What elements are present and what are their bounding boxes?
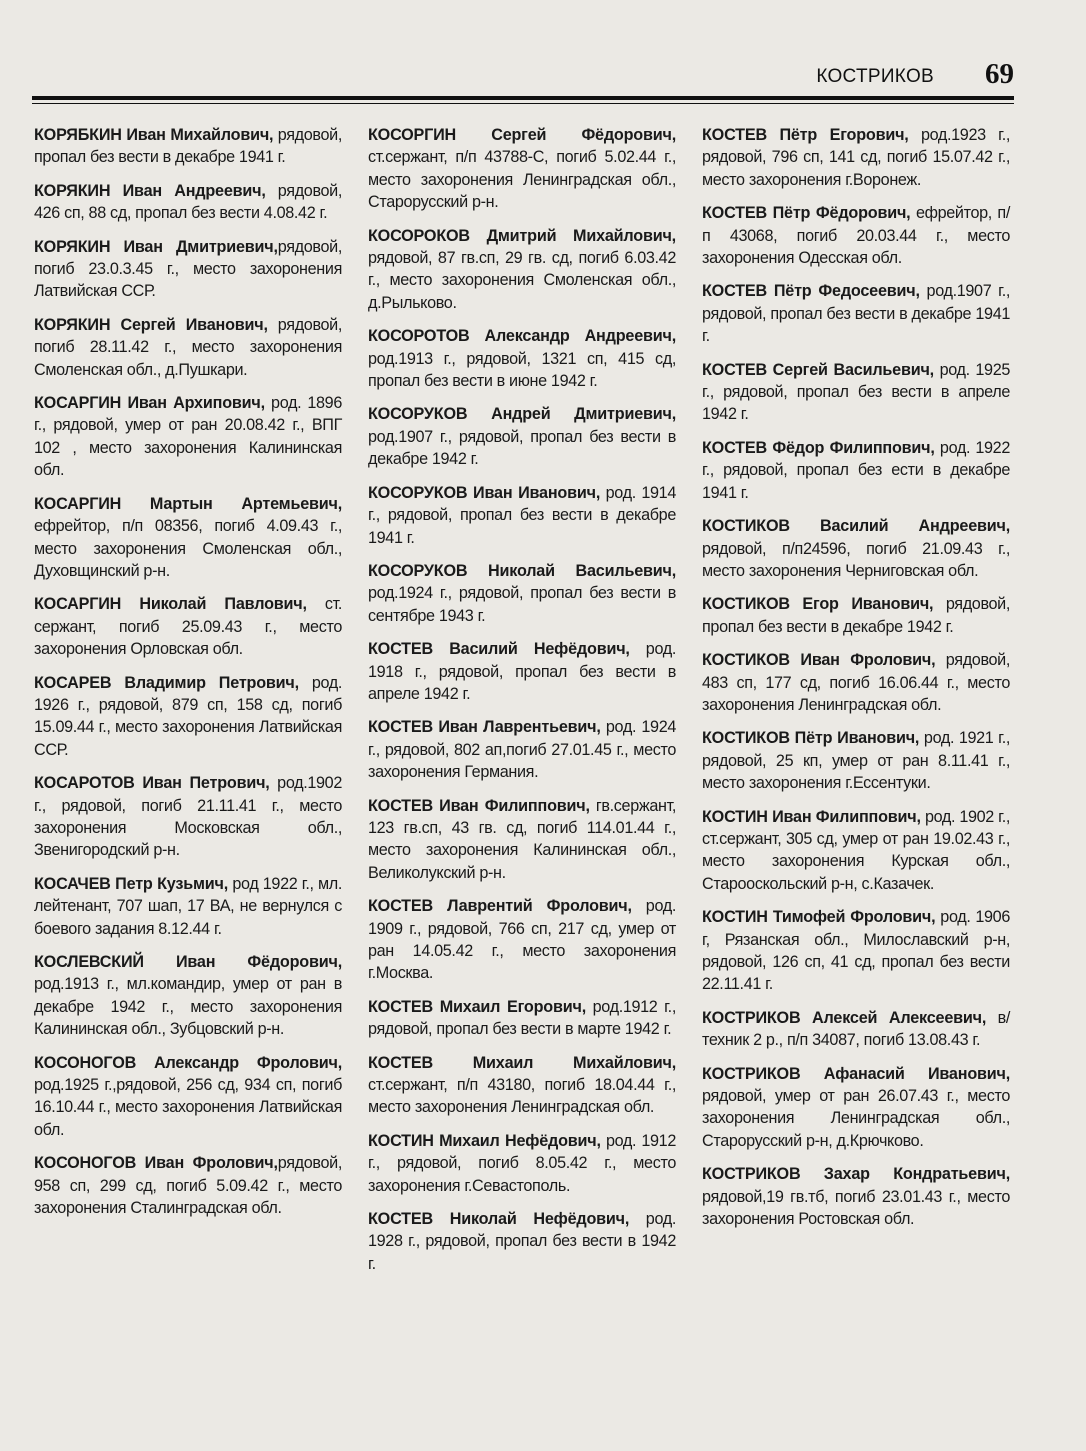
entry-name: КОСТЕВ Михаил Егорович,: [368, 997, 586, 1016]
running-head: КОСТРИКОВ: [816, 66, 934, 87]
entry-details: рядовой, погиб 23.0.3.45 г., место захоронения Латвийская ССР.: [34, 237, 342, 301]
entry-name: КОСОРУКОВ Иван Иванович,: [368, 483, 601, 502]
entry-details: род 1922 г., мл. лейтенант, 707 шап, 17 ВА, не вернулся с боевого задания 8.12.44 г.: [34, 874, 342, 938]
entry-details: род.1912 г., рядовой, пропал без вести в марте 1942 г.: [368, 997, 676, 1039]
memorial-entry: [368, 1052, 676, 1119]
entry-name: КОСТЕВ Николай Нефёдович,: [368, 1210, 630, 1229]
entry-details: род.1913 г., мл.командир, умер от ран в декабре 1942 г., место захоронения Калининская обл., Зубцовский р-н.: [34, 975, 342, 1039]
page-header: [34, 58, 1014, 90]
memorial-entry: [368, 325, 676, 392]
memorial-entry: [34, 772, 342, 862]
entry-name: КОСТЕВ Лаврентий Фролович,: [368, 897, 632, 916]
entry-details: ефрейтор, п/п 08356, погиб 4.09.43 г., место захоронения Смоленская обл., Духовщинский р-н.: [34, 517, 342, 580]
memorial-entry: [702, 515, 1010, 582]
entry-details: род.1907 г., рядовой, пропал без вести в декабре 1942 г.: [368, 427, 676, 469]
memorial-entry: [34, 124, 342, 169]
entry-details: рядовой, п/п24596, погиб 21.09.43 г., место захоронения Черниговская обл.: [702, 539, 1010, 580]
memorial-entry: [368, 716, 676, 783]
entry-name: КОСТИКОВ Василий Андреевич,: [702, 517, 1010, 536]
entry-name: КОСТИН Михаил Нефёдович,: [368, 1131, 601, 1150]
entry-details: род. 1918 г., рядовой, пропал без вести в апреле 1942 г.: [368, 640, 677, 703]
memorial-entry: [702, 124, 1010, 191]
entry-name: КОСТИН Иван Филиппович,: [702, 807, 921, 826]
entry-name: КОСОРУКОВ Андрей Дмитриевич,: [368, 405, 676, 424]
entry-name: КОСАРГИН Мартын Артемьевич,: [34, 494, 342, 513]
entry-name: КОСТИН Тимофей Фролович,: [702, 908, 936, 927]
memorial-entry: [368, 124, 676, 214]
entry-details: род. 1925 г., рядовой, пропал без вести в апреле 1942 г.: [702, 360, 1010, 424]
entry-details: род.1902 г., рядовой, погиб 21.11.41 г., место захоронения Московская обл., Звенигородский р-н.: [34, 774, 342, 860]
entry-name: КОСТЕВ Сергей Васильевич,: [702, 360, 934, 379]
entry-name: КОСЛЕВСКИЙ Иван Фёдорович,: [34, 953, 342, 971]
entry-name: КОСОРУКОВ Николай Васильевич,: [368, 561, 676, 580]
memorial-entry: [34, 493, 342, 583]
entry-details: род.1913 г., рядовой, 1321 сп, 415 сд, пропал без вести в июне 1942 г.: [368, 349, 676, 391]
column-2: [368, 124, 676, 1324]
memorial-entry: [34, 180, 342, 225]
entry-name: КОСТРИКОВ Алексей Алексеевич,: [702, 1008, 987, 1027]
memorial-entry: [702, 1163, 1010, 1230]
entry-name: КОСТИКОВ Иван Фролович,: [702, 651, 936, 670]
memorial-entry: [368, 560, 676, 627]
memorial-entry: [368, 225, 676, 315]
entry-details: род. 1921 г., рядовой, 25 кп, умер от ран 8.11.41 г., место захоронения г.Ессентуки.: [702, 729, 1010, 793]
memorial-entry: [34, 1052, 342, 1142]
memorial-entry: [702, 202, 1010, 269]
entry-name: КОСАРОТОВ Иван Петрович,: [34, 774, 270, 793]
entry-name: КОСТЕВ Михаил Михайлович,: [368, 1053, 676, 1072]
entry-details: род. 1902 г., ст.сержант, 305 сд, умер от ран 19.02.43 г., место захоронения Курская обл., Старооскольский р-н, с.Казачек.: [702, 807, 1010, 893]
entry-details: рядовой,19 гв.тб, погиб 23.01.43 г., место захоронения Ростовская обл.: [702, 1187, 1010, 1229]
header-rule-thick: [32, 96, 1014, 100]
entry-details: рядовой, 87 гв.сп, 29 гв. сд, погиб 6.03.42 г., место захоронения Смоленская обл., д.Рыльково.: [368, 249, 676, 312]
entry-details: рядовой, 426 сп, 88 сд, пропал без вести 4.08.42 г.: [34, 181, 343, 223]
memorial-entry: [702, 806, 1010, 896]
entry-name: КОРЯКИН Иван Андреевич,: [34, 181, 266, 200]
memorial-entry: [368, 895, 676, 985]
entry-name: КОСТЕВ Фёдор Филиппович,: [702, 438, 935, 457]
memorial-entry: [34, 314, 342, 381]
entry-name: КОСТЕВ Василий Нефёдович,: [368, 640, 630, 659]
memorial-entry: [702, 1007, 1010, 1052]
column-1: [34, 124, 342, 1324]
entry-name: КОРЯКИН Иван Дмитриевич,: [34, 237, 278, 256]
entry-details: род. 1912 г., рядовой, погиб 8.05.42 г., место захоронения г.Севастополь.: [368, 1131, 676, 1195]
entry-details: ефрейтор, п/п 43068, погиб 20.03.44 г., место захоронения Одесская обл.: [702, 204, 1010, 268]
entry-details: рядовой, пропал без вести в декабре 1942 г.: [702, 595, 1011, 636]
memorial-entry: [368, 996, 676, 1041]
entry-details: род.1925 г.,рядовой, 256 сд, 934 сп, погиб 16.10.44 г., место захоронения Латвийская обл.: [34, 1076, 342, 1139]
entry-details: род.1924 г., рядовой, пропал без вести в сентябре 1943 г.: [368, 584, 676, 625]
page-number: 69: [985, 58, 1014, 90]
entry-details: ст.сержант, п/п 43788-С, погиб 5.02.44 г., место захоронения Ленинградская обл., Старорусский р-н.: [368, 148, 676, 212]
entry-name: КОСТЕВ Пётр Егорович,: [702, 126, 909, 144]
entry-details: рядовой, умер от ран 26.07.43 г., место захоронения Ленинградская обл., Старорусский р-н, д.Крючково.: [702, 1087, 1010, 1150]
entry-name: КОСТЕВ Иван Филиппович,: [368, 796, 590, 815]
entry-name: КОСТРИКОВ Афанасий Иванович,: [702, 1064, 1010, 1083]
memorial-entry: [368, 1208, 676, 1275]
header-rule-thin: [32, 103, 1014, 104]
entry-name: КОСТЕВ Пётр Фёдорович,: [702, 204, 911, 223]
memorial-entry: [702, 593, 1010, 638]
memorial-entry: [368, 403, 676, 470]
memorial-entry: [702, 649, 1010, 716]
entry-details: рядовой, 483 сп, 177 сд, погиб 16.06.44 г., место захоронения Ленинградская обл.: [702, 651, 1011, 714]
entry-details: ст. сержант, погиб 25.09.43 г., место захоронения Орловская обл.: [34, 595, 342, 659]
entry-name: КОСТИКОВ Егор Иванович,: [702, 595, 934, 614]
entry-columns: [34, 124, 1010, 1324]
memorial-entry: [368, 1130, 676, 1197]
entry-details: род.1923 г., рядовой, 796 сп, 141 сд, погиб 15.07.42 г., место захоронения г.Воронеж.: [702, 126, 1010, 189]
entry-details: род. 1928 г., рядовой, пропал без вести в 1942 г.: [368, 1210, 676, 1273]
memorial-entry: [34, 593, 342, 660]
entry-details: род. 1922 г., рядовой, пропал без ести в декабре 1941 г.: [702, 438, 1010, 502]
entry-details: рядовой, погиб 28.11.42 г., место захоронения Смоленская обл., д.Пушкари.: [34, 315, 343, 379]
memorial-entry: [702, 280, 1010, 347]
entry-details: гв.сержант, 123 гв.сп, 43 гв. сд, погиб 114.01.44 г., место захоронения Калининская обл., Великолукский р-н.: [368, 796, 676, 882]
entry-details: род. 1924 г., рядовой, 802 ап,погиб 27.01.45 г., место захоронения Германия.: [368, 718, 676, 782]
entry-name: КОСАРГИН Николай Павлович,: [34, 595, 307, 614]
entry-details: род. 1926 г., рядовой, 879 сп, 158 сд, погиб 15.09.44 г., место захоронения Латвийская ССР.: [34, 673, 343, 759]
entry-details: род. 1914 г., рядовой, пропал без вести в декабре 1941 г.: [368, 483, 676, 547]
memorial-entry: [34, 873, 342, 940]
memorial-entry: [702, 359, 1010, 426]
memorial-entry: [368, 482, 676, 549]
entry-name: КОСОНОГОВ Иван Фролович,: [34, 1154, 278, 1173]
entry-name: КОСТЕВ Пётр Федосеевич,: [702, 282, 920, 301]
memorial-entry: [34, 392, 342, 482]
memorial-entry: [368, 795, 676, 885]
memorial-entry: [368, 638, 676, 705]
column-3: [702, 124, 1010, 1324]
entry-details: род.1907 г., рядовой, пропал без вести в декабре 1941 г.: [702, 282, 1010, 346]
entry-name: КОРЯБКИН Иван Михайлович,: [34, 126, 274, 144]
memorial-entry: [34, 672, 342, 762]
entry-details: рядовой, пропал без вести в декабре 1941 г.: [34, 126, 342, 167]
memorial-entry: [702, 437, 1010, 504]
entry-details: род. 1906 г, Рязанская обл., Милославский р-н, рядовой, 126 сп, 41 сд, пропал без вести 22.11.41 г.: [702, 908, 1010, 994]
memorial-entry: [34, 951, 342, 1041]
entry-details: род. 1909 г., рядовой, 766 сп, 217 сд, умер от ран 14.05.42 г., место захоронения г.Москва.: [368, 897, 676, 983]
entry-details: ст.сержант, п/п 43180, погиб 18.04.44 г., место захоронения Ленинградская обл.: [368, 1076, 676, 1117]
entry-name: КОСАРГИН Иван Архипович,: [34, 394, 265, 413]
entry-name: КОСАЧЕВ Петр Кузьмич,: [34, 874, 229, 893]
entry-name: КОРЯКИН Сергей Иванович,: [34, 315, 268, 334]
entry-name: КОСТЕВ Иван Лаврентьевич,: [368, 718, 601, 737]
memorial-entry: [34, 1152, 342, 1219]
entry-name: КОСОРГИН Сергей Фёдорович,: [368, 126, 676, 144]
entry-name: КОСОРОКОВ Дмитрий Михайлович,: [368, 226, 676, 245]
entry-name: КОСОРОТОВ Александр Андреевич,: [368, 327, 676, 346]
memorial-entry: [702, 1063, 1010, 1153]
entry-name: КОСТИКОВ Пётр Иванович,: [702, 729, 920, 748]
entry-details: рядовой, 958 сп, 299 сд, погиб 5.09.42 г., место захоронения Сталинградская обл.: [34, 1154, 342, 1218]
memorial-entry: [34, 236, 342, 303]
memorial-entry: [702, 727, 1010, 794]
entry-name: КОСАРЕВ Владимир Петрович,: [34, 673, 299, 692]
entry-details: род. 1896 г., рядовой, умер от ран 20.08.42 г., ВПГ 102 , место захоронения Калининская обл.: [34, 394, 342, 480]
memorial-entry: [702, 906, 1010, 996]
entry-details: в/техник 2 р., п/п 34087, погиб 13.08.43 г.: [702, 1008, 1011, 1050]
entry-name: КОСТРИКОВ Захар Кондратьевич,: [702, 1165, 1010, 1184]
entry-name: КОСОНОГОВ Александр Фролович,: [34, 1053, 342, 1072]
